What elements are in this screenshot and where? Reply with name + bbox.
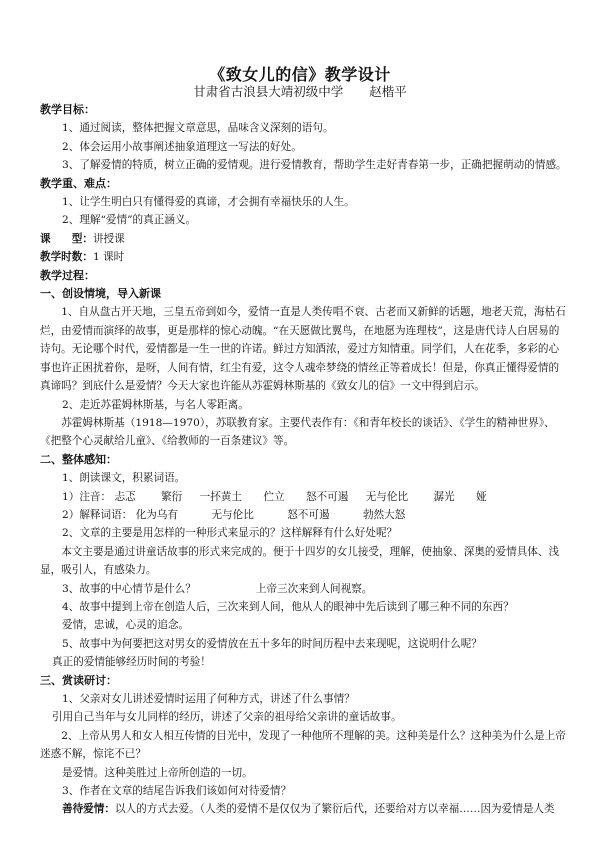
document-body	[40, 101, 568, 819]
section-3-answer-2: 是爱情。这种美胜过上帝所创造的一切。	[62, 766, 253, 779]
page-title: 《致女儿的信》教学设计	[209, 65, 391, 84]
section-2-answer-4: 爱情，忠诚，心灵的追念。	[62, 619, 190, 632]
section-3-heading: 三、赏读研讨：	[40, 673, 117, 687]
section-3-answer-3-label: 善待爱情：	[62, 803, 115, 816]
objective-item: 2、体会运用小故事阐述抽象道理这一写法的好处。	[62, 140, 302, 153]
pron-word: 一抔黄土	[199, 490, 242, 503]
section-2-question-3-row	[40, 580, 568, 598]
section-2-question-1: 1、朗读课文，积累词语。	[62, 472, 186, 485]
section-3-question-3: 3、作者在文章的结尾告诉我们该如何对待爱情？	[62, 785, 292, 798]
pron-word: 无与伦比	[365, 490, 409, 503]
keypoint-item: 1、让学生明白只有懂得爱的真谛，才会拥有幸福快乐的人生。	[62, 196, 355, 209]
section-2-answer-2: 本文主要是通过讲童话故事的形式来完成的。便于十四岁的女儿接受，理解，使抽象、深奥的爱情具体、浅显，吸引人，有感染力。	[40, 545, 560, 577]
lesson-type-value: 讲授课	[92, 232, 125, 245]
keypoint-item: 2、理解“爱情”的真正涵义。	[62, 214, 197, 227]
lesson-type	[40, 230, 568, 248]
section-2-question-5: 5、故事中为何要把这对男女的爱情放在五十多年的时间历程中去来现呢，这说明什么呢？	[62, 637, 482, 650]
section-3-question-2: 2、上帝从男人和女人相互传情的目光中，发现了一种他所不理解的美。这种美是什么？这种美为什么是上帝迷惑不解，惊诧不已？	[40, 729, 566, 761]
pron-word: 潺光	[433, 490, 455, 503]
section-1-heading: 一、创设情境，导入新课	[40, 287, 161, 301]
process-heading: 教学过程：	[40, 268, 95, 282]
definition-row	[40, 506, 568, 524]
section-2-question-4: 4、故事中提到上帝在创造人后，三次来到人间，他从人的眼神中先后读到了哪三种不同的东西？	[62, 600, 514, 613]
author-school: 甘肃省古浪县大靖初级中学	[193, 84, 344, 99]
def-word: 怒不可遏	[287, 508, 330, 521]
duration-value: 1 课时	[92, 251, 125, 264]
pronunciation-row	[40, 488, 568, 506]
objectives-heading: 教学目标：	[40, 103, 95, 116]
section-1-author-intro: 苏霍姆林斯基（1918—1970），苏联教育家。主要代表作有：《和青年校长的谈话》、《学生的精神世界》、《把整个心灵献给儿童》、《给教师的一百条建议》等。	[40, 416, 555, 448]
duration-label: 教学时数：	[40, 251, 93, 264]
author-name: 赵楷平	[369, 84, 407, 99]
objective-item: 3、了解爱情的特质，树立正确的爱情观。进行爱情教育，帮助学生走好青春第一步，正确把握萌动的情感。	[62, 159, 567, 172]
author-line	[0, 82, 600, 100]
section-2-answer-3: 上帝三次来到人间视察。	[255, 582, 373, 595]
section-1-paragraph-1: 1、自从盘古开天地，三皇五帝到如今，爱情一直是人类传唱不衰、古老而又新鲜的话题，地老天荒，海枯石烂，由爱情而演绎的故事，更是那样的惊心动魄。“在天愿做比翼鸟，在地愿为连理枝”，这是唐代诗人白居易的诗句。无论哪个时代，爱情都是一生一世的许诺。鲜过方知酒浓，爱过方知情重。同学们，人在花季，多彩的心事也许正困扰着你，是呀，人间有情，红尘有爱，这令人魂牵梦绕的情丝正等着成长！但是，你真正懂得爱情的真谛吗？到底什么是爱情？今天大家也许能从苏霍姆林斯基的《致女儿的信》一文中得到启示。	[40, 306, 566, 393]
lesson-duration	[40, 248, 568, 266]
section-3-answer-3-text: 以人的方式去爱。（人类的爱情不是仅仅为了繁衍后代，还要给对方以幸福……因为爱情是人类	[114, 803, 555, 816]
def-word: 无与伦比	[211, 508, 254, 521]
lesson-type-label: 课 型：	[40, 232, 93, 245]
pron-word: 怒不可遏	[305, 490, 349, 503]
section-3-question-1: 1、父亲对女儿讲述爱情时运用了何种方式，讲述了什么事情？	[62, 693, 355, 705]
objective-item: 1、通过阅读，整体把握文章意思，品味含义深刻的语句。	[62, 122, 334, 135]
section-2-heading: 二、整体感知：	[40, 452, 117, 466]
definition-label: 2）解释词语：	[62, 508, 133, 521]
section-3-answer-3	[40, 800, 568, 818]
section-3-answer-1: 引用自己当年与女儿同样的经历，讲述了父亲的祖母给父亲讲的童话故事。	[52, 711, 402, 724]
section-2-question-3: 3、故事的中心情节是什么？	[62, 582, 196, 595]
pron-word: 繁衍	[161, 490, 183, 503]
def-word: 化为乌有	[135, 508, 179, 521]
pron-word: 伫立	[263, 490, 285, 503]
section-2-answer-5: 真正的爱情能够经历时间的考验！	[52, 656, 211, 669]
pron-word: 忐忑	[114, 490, 136, 503]
section-2-question-2: 2、文章的主要是用怎样的一种形式来显示的？这样解释有什么好处呢？	[62, 527, 398, 540]
pron-word: 娅	[476, 490, 487, 503]
section-1-item-2: 2、走近苏霍姆林斯基，与名人零距离。	[62, 398, 249, 411]
pronunciation-label: 1）注音：	[62, 490, 112, 503]
keypoints-heading: 教学重、难点：	[40, 176, 117, 190]
def-word: 勃然大怒	[362, 508, 406, 521]
